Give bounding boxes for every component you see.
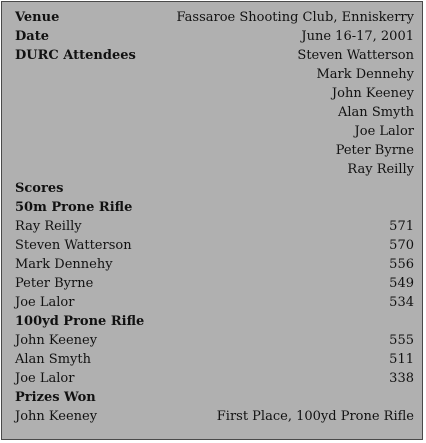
attendee-row: [15, 65, 414, 84]
results-panel: [1, 1, 423, 440]
score-row: [15, 255, 414, 274]
score-row: [15, 217, 414, 236]
score-value: 511: [389, 352, 414, 367]
prizes-heading-row: [15, 388, 414, 407]
shooter-name: Alan Smyth: [15, 352, 91, 367]
event-heading: 50m Prone Rifle: [15, 200, 133, 215]
shooter-name: Joe Lalor: [15, 295, 75, 310]
shooter-name: Ray Reilly: [15, 219, 82, 234]
attendees-label: DURC Attendees: [15, 48, 136, 63]
score-value: 570: [389, 238, 414, 253]
venue-value: Fassaroe Shooting Club, Enniskerry: [176, 10, 414, 25]
date-row: [15, 27, 414, 46]
attendee-row: [15, 141, 414, 160]
attendee-name: Ray Reilly: [347, 162, 414, 177]
attendee-name: Peter Byrne: [335, 143, 414, 158]
score-value: 549: [389, 276, 414, 291]
event-heading-row: [15, 198, 414, 217]
prizes-heading: Prizes Won: [15, 390, 96, 405]
prize-description: First Place, 100yd Prone Rifle: [216, 409, 414, 424]
attendee-name: Mark Dennehy: [316, 67, 414, 82]
attendee-name: John Keeney: [331, 86, 414, 101]
score-value: 555: [389, 333, 414, 348]
prize-winner: John Keeney: [15, 409, 98, 424]
attendee-row: [15, 160, 414, 179]
competition-report-table: [15, 8, 414, 426]
score-row: [15, 274, 414, 293]
score-value: 571: [389, 219, 414, 234]
scores-heading: Scores: [15, 181, 64, 196]
attendee-row: [15, 103, 414, 122]
attendee-row: [15, 84, 414, 103]
score-row: [15, 236, 414, 255]
shooter-name: John Keeney: [15, 333, 98, 348]
attendee-name: Steven Watterson: [297, 48, 414, 63]
prize-row: [15, 407, 414, 426]
score-value: 534: [389, 295, 414, 310]
attendee-row: [15, 46, 414, 65]
score-value: 556: [389, 257, 414, 272]
shooter-name: Joe Lalor: [15, 371, 75, 386]
score-row: [15, 369, 414, 388]
shooter-name: Peter Byrne: [15, 276, 94, 291]
attendee-name: Alan Smyth: [338, 105, 414, 120]
date-label: Date: [15, 29, 49, 44]
attendee-row: [15, 122, 414, 141]
venue-row: [15, 8, 414, 27]
event-heading: 100yd Prone Rifle: [15, 314, 145, 329]
attendee-name: Joe Lalor: [354, 124, 414, 139]
shooter-name: Mark Dennehy: [15, 257, 113, 272]
shooter-name: Steven Watterson: [15, 238, 132, 253]
scores-heading-row: [15, 179, 414, 198]
event-heading-row: [15, 312, 414, 331]
score-row: [15, 331, 414, 350]
score-row: [15, 293, 414, 312]
date-value: June 16-17, 2001: [301, 29, 414, 44]
venue-label: Venue: [15, 10, 60, 25]
score-value: 338: [389, 371, 414, 386]
score-row: [15, 350, 414, 369]
